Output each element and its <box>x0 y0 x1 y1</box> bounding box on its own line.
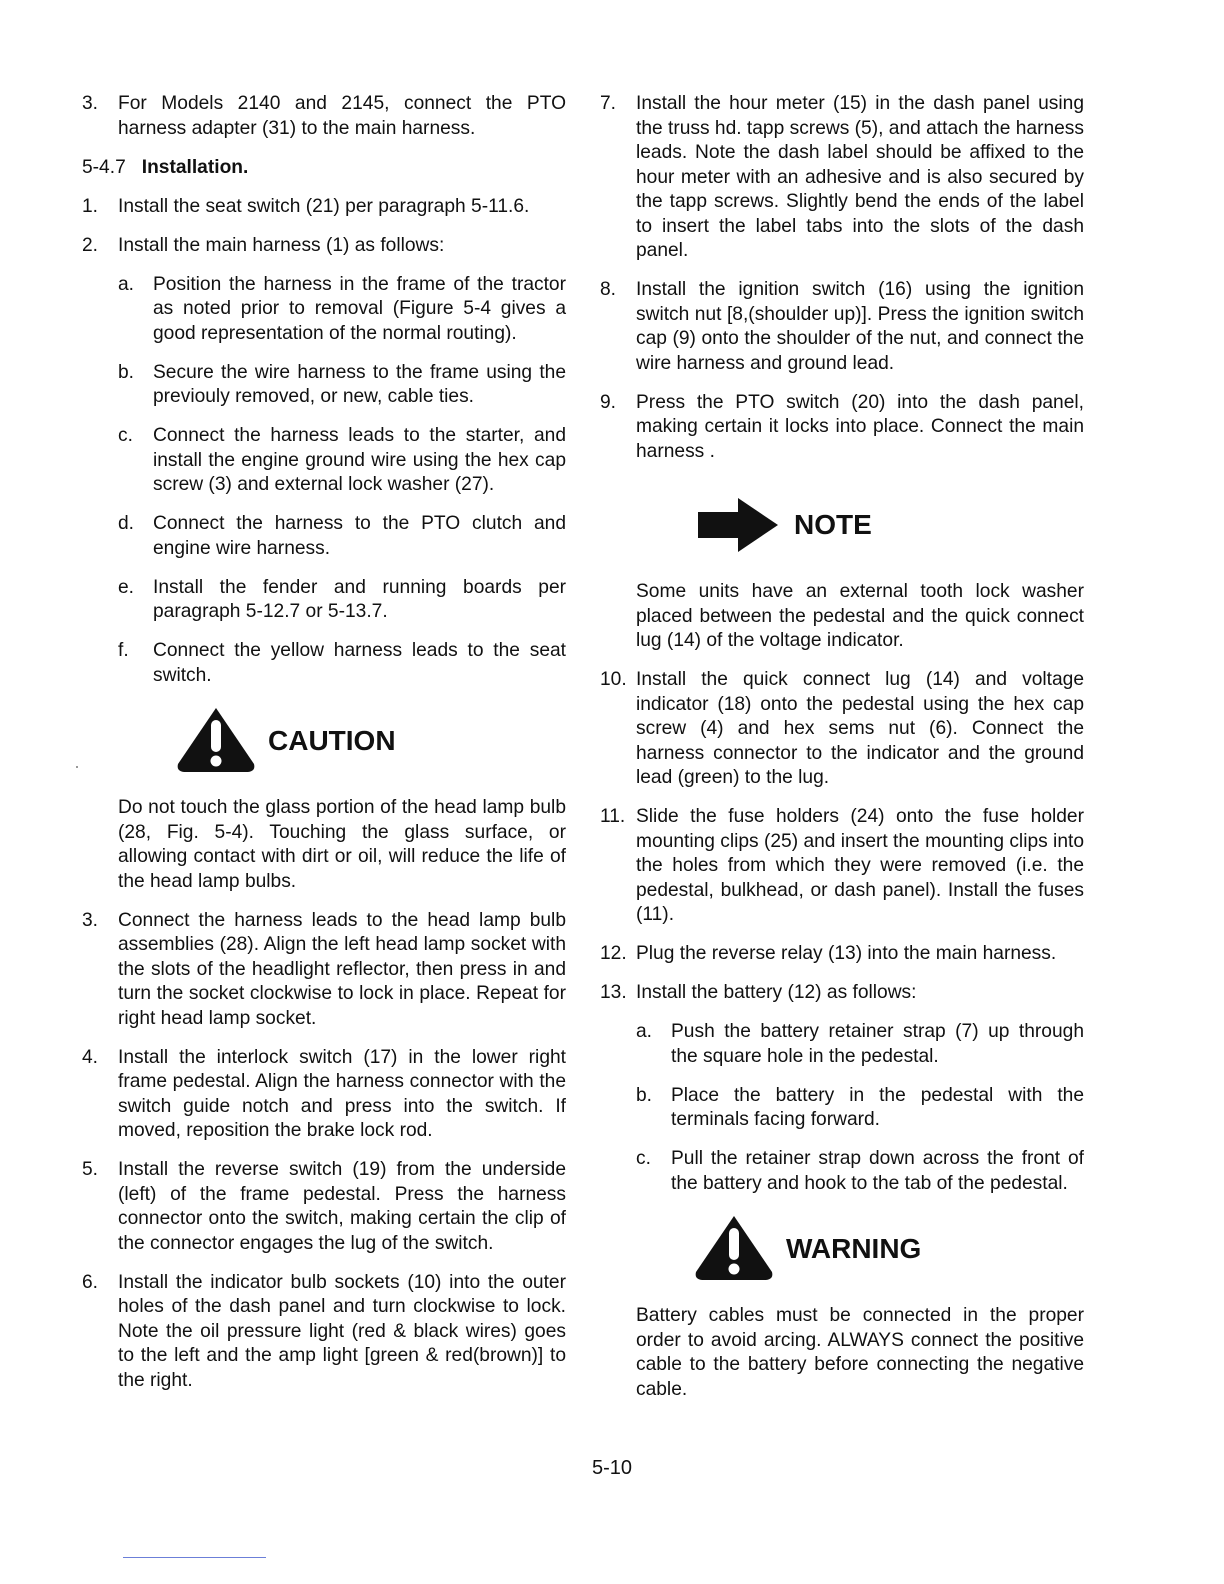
sub-item: a. Push the battery retainer strap (7) up through the square hole in the pedestal. <box>636 1021 1084 1067</box>
warning-icon <box>694 1214 774 1284</box>
warning-text: Battery cables must be connected in the proper order to avoid arcing. ALWAYS connect the positive cable to the battery before connecting the negative cable. <box>636 1305 1084 1400</box>
stray-mark <box>76 766 78 768</box>
list-item: 6. Install the indicator bulb sockets (10) into the outer holes of the dash panel and turn clockwise to lock. Note the oil pressure light (red & black wires) goes to the left and the amp light [green & red(brown)] to the right. <box>82 1271 566 1391</box>
right-column <box>600 92 1084 1417</box>
arrow-right-icon <box>698 498 778 552</box>
left-column <box>82 92 566 1408</box>
note-text: Some units have an external tooth lock washer placed between the pedestal and the quick connect lug (14) of the voltage indicator. <box>636 581 1084 651</box>
section-heading: 5-4.7 Installation. <box>82 156 249 178</box>
caution-label: CAUTION <box>268 724 396 756</box>
list-item: 9. Press the PTO switch (20) into the dash panel, making certain it locks into place. Connect the main harness . <box>600 391 1084 462</box>
caution-callout <box>176 706 566 776</box>
sub-item: a. Position the harness in the frame of the tractor as noted prior to removal (Figure 5-4 gives a good representation of the normal routing). <box>118 273 566 344</box>
list-item: 1. Install the seat switch (21) per paragraph 5-11.6. <box>82 195 530 217</box>
list-item: 2. Install the main harness (1) as follows: <box>82 234 445 256</box>
page-number: 5-10 <box>591 1457 633 1479</box>
caution-icon <box>176 706 256 776</box>
list-item: 3. For Models 2140 and 2145, connect the PTO harness adapter (31) to the main harness. <box>82 93 566 139</box>
list-item: 7. Install the hour meter (15) in the dash panel using the truss hd. tapp screws (5), and attach the harness leads. Note the dash label should be affixed to the hour meter with an adhesive and is also secured by the tapp screws. Slightly bend the ends of the label to insert the label tabs into the slots of the dash panel. <box>600 93 1084 261</box>
warning-label: WARNING <box>786 1232 922 1264</box>
sub-item: b. Place the battery in the pedestal with the terminals facing forward. <box>636 1084 1084 1130</box>
list-item: 10. Install the quick connect lug (14) and voltage indicator (18) onto the pedestal using the hex cap screw (4) and hex sems nut (6). Connect the harness connector to the indicator and the ground lead (green) to the lug. <box>600 669 1084 788</box>
footer-rule <box>123 1557 266 1558</box>
list-item: 5. Install the reverse switch (19) from the underside (left) of the frame pedestal. Press the harness connector onto the switch, making certain the clip of the connector engages the lug of the switch. <box>82 1159 566 1254</box>
sub-item: d. Connect the harness to the PTO clutch and engine wire harness. <box>118 513 566 559</box>
sub-item: c. Connect the harness leads to the starter, and install the engine ground wire using the hex cap screw (3) and external lock washer (27). <box>118 425 566 495</box>
warning-callout <box>694 1214 1084 1284</box>
list-item: 13. Install the battery (12) as follows: <box>600 982 917 1003</box>
list-item: 8. Install the ignition switch (16) using the ignition switch nut [8,(shoulder up)]. Press the ignition switch cap (9) onto the shoulder of the nut, and connect the wire harness and ground lead. <box>600 279 1084 374</box>
list-item: 3. Connect the harness leads to the head lamp bulb assemblies (28). Align the left head lamp socket with the slots of the headlight reflector, then press in and turn the socket clockwise to lock in place. Repeat for right head lamp socket. <box>82 909 566 1029</box>
list-item: 12. Plug the reverse relay (13) into the main harness. <box>600 943 1057 964</box>
sub-item: e. Install the fender and running boards per paragraph 5-12.7 or 5-13.7. <box>118 576 566 622</box>
list-item: 11. Slide the fuse holders (24) onto the fuse holder mounting clips (25) and insert the mounting clips into the holes from which they were removed (i.e. the pedestal, bulkhead, or dash panel). Install the fuses (11). <box>600 806 1084 925</box>
sub-item: b. Secure the wire harness to the frame using the previouly removed, or new, cable ties. <box>118 361 566 407</box>
note-callout <box>698 498 1084 552</box>
sub-item: c. Pull the retainer strap down across the front of the battery and hook to the tab of the pedestal. <box>636 1148 1084 1194</box>
caution-text: Do not touch the glass portion of the head lamp bulb (28, Fig. 5-4). Touching the glass surface, or allowing contact with dirt or oil, will reduce the life of the head lamp bulbs. <box>118 797 566 892</box>
list-item: 4. Install the interlock switch (17) in the lower right frame pedestal. Align the harness connector with the switch guide notch and press into the switch. If moved, reposition the brake lock rod. <box>82 1046 566 1141</box>
sub-item: f. Connect the yellow harness leads to the seat switch. <box>118 640 566 686</box>
note-label: NOTE <box>794 508 872 540</box>
